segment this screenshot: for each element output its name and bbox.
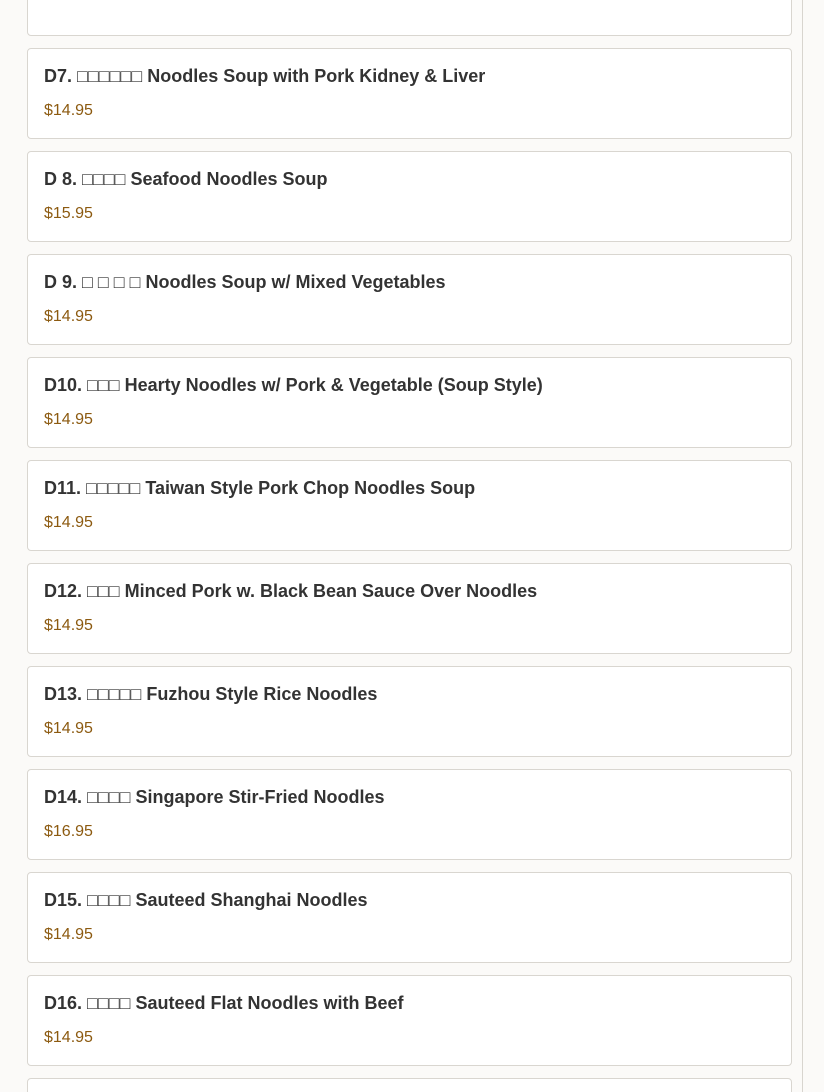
menu-item[interactable]: [27, 48, 792, 139]
menu-item[interactable]: [27, 357, 792, 448]
menu-item[interactable]: [27, 666, 792, 757]
menu-item[interactable]: [27, 872, 792, 963]
menu-item[interactable]: [27, 769, 792, 860]
menu-item[interactable]: [27, 0, 792, 36]
menu-item-name: D 9. □ □ □ □ Noodles Soup w/ Mixed Vegetables: [44, 272, 446, 292]
menu-item-price: $14.95: [44, 720, 93, 737]
menu-item-price: $14.95: [44, 102, 93, 119]
menu-item-name: D10. □□□ Hearty Noodles w/ Pork & Vegetable (Soup Style): [44, 375, 543, 395]
menu-item-name: D11. □□□□□ Taiwan Style Pork Chop Noodles Soup: [44, 478, 476, 498]
menu-item-name: D 8. □□□□ Seafood Noodles Soup: [44, 169, 328, 189]
menu-item-price: $14.95: [44, 617, 93, 634]
menu-item-name: D13. □□□□□ Fuzhou Style Rice Noodles: [44, 684, 378, 704]
menu-item-price: $16.95: [44, 823, 93, 840]
menu-item[interactable]: [27, 563, 792, 654]
menu-item[interactable]: [27, 151, 792, 242]
menu-item[interactable]: [27, 1078, 792, 1092]
menu-item-price: $14.95: [44, 926, 93, 943]
menu-item-name: D16. □□□□ Sauteed Flat Noodles with Beef: [44, 993, 404, 1013]
menu-item-price: $14.95: [44, 1029, 93, 1046]
menu-item-price: $14.95: [44, 514, 93, 531]
menu-item[interactable]: [27, 254, 792, 345]
menu-item-name: D14. □□□□ Singapore Stir-Fried Noodles: [44, 787, 385, 807]
menu-item-price: $15.95: [44, 205, 93, 222]
menu-item-name: D12. □□□ Minced Pork w. Black Bean Sauce Over Noodles: [44, 581, 538, 601]
menu-item-list: [27, 0, 792, 1092]
menu-item-name: D7. □□□□□□ Noodles Soup with Pork Kidney & Liver: [44, 66, 486, 86]
menu-item[interactable]: [27, 975, 792, 1066]
menu-item-price: $14.95: [44, 308, 93, 325]
menu-item-name: D15. □□□□ Sauteed Shanghai Noodles: [44, 890, 368, 910]
menu-item-price: $14.95: [44, 411, 93, 428]
menu-item[interactable]: [27, 460, 792, 551]
page-edge-divider: [802, 0, 803, 1092]
